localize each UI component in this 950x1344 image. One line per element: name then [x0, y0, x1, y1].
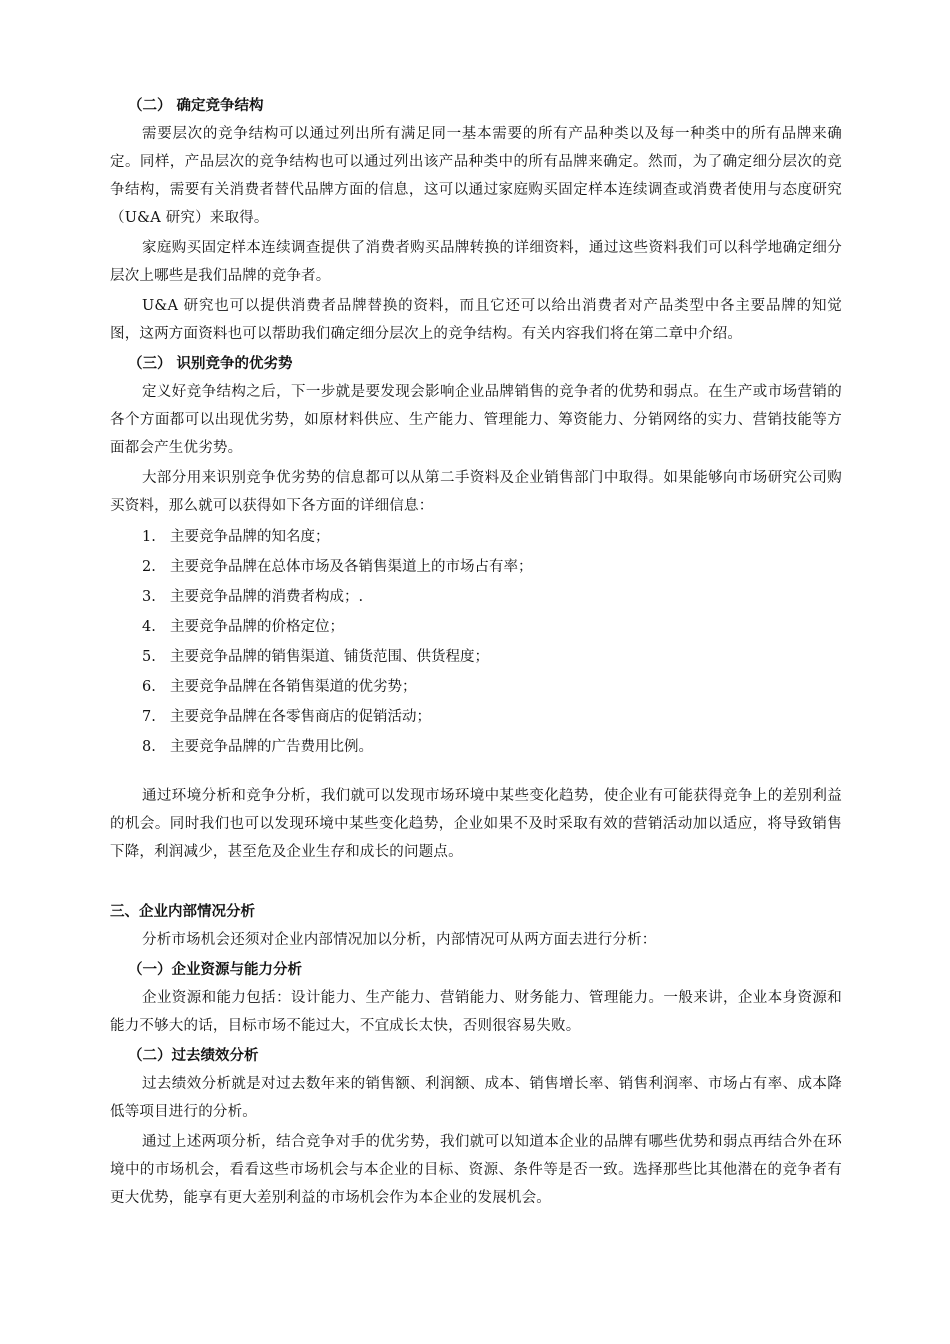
section-heading-internal-analysis: 三、企业内部情况分析 [110, 904, 255, 920]
list-item [142, 552, 842, 582]
spacer [110, 868, 842, 898]
list-text: 主要竞争品牌的消费者构成；. [170, 589, 364, 605]
list-number: 5. [142, 649, 156, 665]
list-text: 主要竞争品牌的知名度； [170, 529, 330, 545]
paragraph: 通过上述两项分析，结合竞争对手的优劣势，我们就可以知道本企业的品牌有哪些优势和弱点再结合外在环境中的市场机会，看看这些市场机会与本企业的目标、资源、条件等是否一致。选择那些比其他潜在的竞争者有更大优势，能享有更大差别利益的市场机会作为本企业的发展机会。 [110, 1134, 842, 1206]
document-page [110, 92, 842, 1214]
list-number: 7. [142, 709, 156, 725]
paragraph: 定义好竞争结构之后，下一步就是要发现会影响企业品牌销售的竞争者的优势和弱点。在生产或市场营销的各个方面都可以出现优劣势，如原材料供应、生产能力、管理能力、筹资能力、分销网络的实力、营销技能等方面都会产生优劣势。 [110, 384, 842, 456]
subsection-heading-strengths-weaknesses: （三） 识别竞争的优劣势 [128, 356, 293, 372]
list-item [142, 582, 842, 612]
list-item [142, 612, 842, 642]
list-number: 1. [142, 529, 156, 545]
list-number: 8. [142, 739, 156, 755]
paragraph: 过去绩效分析就是对过去数年来的销售额、利润额、成本、销售增长率、销售利润率、市场占有率、成本降低等项目进行的分析。 [110, 1076, 842, 1120]
list-number: 6. [142, 679, 156, 695]
info-list [110, 522, 842, 762]
list-item [142, 642, 842, 672]
paragraph: 企业资源和能力包括：设计能力、生产能力、营销能力、财务能力、管理能力。一般来讲，企业本身资源和能力不够大的话，目标市场不能过大，不宜成长太快，否则很容易失败。 [110, 990, 842, 1034]
subsection-heading-resources: （一）企业资源与能力分析 [128, 962, 302, 978]
list-item [142, 672, 842, 702]
list-item [142, 522, 842, 552]
subsection-heading-past-performance: （二）过去绩效分析 [128, 1048, 259, 1064]
paragraph: 家庭购买固定样本连续调查提供了消费者购买品牌转换的详细资料，通过这些资料我们可以科学地确定细分层次上哪些是我们品牌的竞争者。 [110, 240, 842, 284]
list-number: 2. [142, 559, 156, 575]
paragraph: 分析市场机会还须对企业内部情况加以分析，内部情况可从两方面去进行分析： [142, 932, 657, 948]
list-text: 主要竞争品牌在总体市场及各销售渠道上的市场占有率； [170, 559, 533, 575]
paragraph: 大部分用来识别竞争优劣势的信息都可以从第二手资料及企业销售部门中取得。如果能够向市场研究公司购买资料，那么就可以获得如下各方面的详细信息： [110, 470, 842, 514]
list-number: 4. [142, 619, 156, 635]
paragraph: 需要层次的竞争结构可以通过列出所有满足同一基本需要的所有产品种类以及每一种类中的所有品牌来确定。同样，产品层次的竞争结构也可以通过列出该产品种类中的所有品牌来确定。然而，为了确定细分层次的竞争结构，需要有关消费者替代品牌方面的信息，这可以通过家庭购买固定样本连续调查或消费者使用与态度研究（U&A 研究）来取得。 [110, 126, 842, 226]
list-item [142, 732, 842, 762]
list-text: 主要竞争品牌在各销售渠道的优劣势； [170, 679, 417, 695]
paragraph: U&A 研究也可以提供消费者品牌替换的资料，而且它还可以给出消费者对产品类型中各主要品牌的知觉图，这两方面资料也可以帮助我们确定细分层次上的竞争结构。有关内容我们将在第二章中介绍。 [110, 298, 842, 342]
list-text: 主要竞争品牌的广告费用比例。 [170, 739, 373, 755]
list-number: 3. [142, 589, 156, 605]
list-text: 主要竞争品牌的价格定位； [170, 619, 344, 635]
list-item [142, 702, 842, 732]
list-text: 主要竞争品牌在各零售商店的促销活动； [170, 709, 431, 725]
paragraph: 通过环境分析和竞争分析，我们就可以发现市场环境中某些变化趋势，使企业有可能获得竞争上的差别利益的机会。同时我们也可以发现环境中某些变化趋势，企业如果不及时采取有效的营销活动加以适应，将导致销售下降，利润减少，甚至危及企业生存和成长的问题点。 [110, 788, 842, 860]
list-text: 主要竞争品牌的销售渠道、铺货范围、供货程度； [170, 649, 489, 665]
subsection-heading-determine-structure: （二） 确定竞争结构 [128, 98, 264, 114]
